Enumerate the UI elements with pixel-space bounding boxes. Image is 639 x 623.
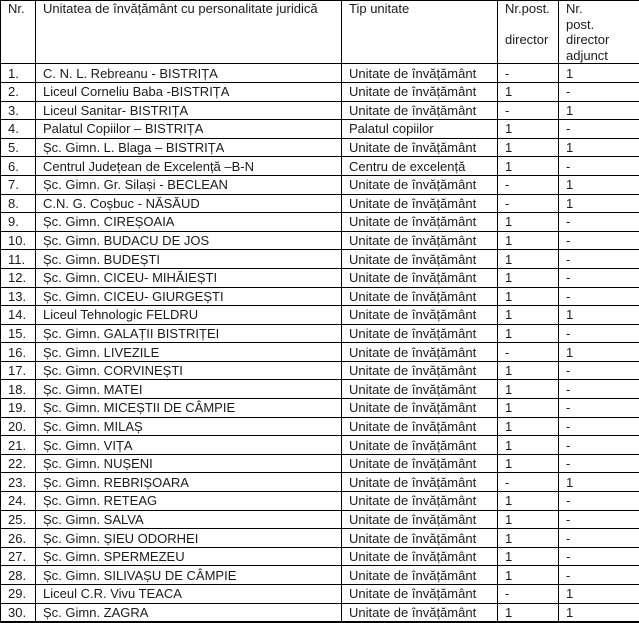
cell-nr: 12.	[1, 268, 36, 287]
cell-unit-name: Șc. Gimn. BUDEȘTI	[36, 250, 342, 269]
cell-unit-name: Liceul C.R. Vivu TEACA	[36, 585, 342, 604]
cell-unit-type: Unitate de învățământ	[342, 324, 498, 343]
cell-director-posts: -	[498, 585, 559, 604]
cell-unit-name: C.N. G. Coșbuc - NĂSĂUD	[36, 194, 342, 213]
cell-unit-name: Șc. Gimn. CIREȘOAIA	[36, 213, 342, 232]
col-header-deputy-director-posts-label: Nr. post. director adjunct	[566, 1, 638, 63]
cell-director-posts: 1	[498, 492, 559, 511]
cell-director-posts: 1	[498, 566, 559, 585]
table-row	[1, 343, 639, 362]
cell-deputy-director-posts: 1	[559, 138, 639, 157]
table-row	[1, 510, 639, 529]
cell-nr: 11.	[1, 250, 36, 269]
cell-unit-type: Unitate de învățământ	[342, 250, 498, 269]
cell-deputy-director-posts: -	[559, 566, 639, 585]
cell-nr: 23.	[1, 473, 36, 492]
cell-nr: 30.	[1, 603, 36, 622]
cell-nr: 6.	[1, 157, 36, 176]
table-row	[1, 547, 639, 566]
cell-unit-type: Unitate de învățământ	[342, 101, 498, 120]
cell-nr: 2.	[1, 82, 36, 101]
cell-deputy-director-posts: -	[559, 510, 639, 529]
cell-nr: 28.	[1, 566, 36, 585]
cell-unit-type: Unitate de învățământ	[342, 343, 498, 362]
table-row	[1, 268, 639, 287]
cell-nr: 20.	[1, 417, 36, 436]
cell-deputy-director-posts: -	[559, 436, 639, 455]
cell-unit-name: Șc. Gimn. CICEU- MIHĂIEȘTI	[36, 268, 342, 287]
cell-director-posts: 1	[498, 324, 559, 343]
cell-deputy-director-posts: 1	[559, 585, 639, 604]
table-row	[1, 306, 639, 325]
cell-deputy-director-posts: -	[559, 454, 639, 473]
table-row	[1, 492, 639, 511]
cell-deputy-director-posts: 1	[559, 64, 639, 83]
cell-deputy-director-posts: 1	[559, 603, 639, 622]
cell-deputy-director-posts: 1	[559, 101, 639, 120]
cell-nr: 5.	[1, 138, 36, 157]
cell-nr: 21.	[1, 436, 36, 455]
table-row	[1, 64, 639, 83]
table-row	[1, 399, 639, 418]
cell-nr: 24.	[1, 492, 36, 511]
cell-nr: 1.	[1, 64, 36, 83]
cell-director-posts: 1	[498, 138, 559, 157]
cell-nr: 13.	[1, 287, 36, 306]
cell-nr: 10.	[1, 231, 36, 250]
cell-deputy-director-posts: -	[559, 380, 639, 399]
cell-deputy-director-posts: -	[559, 82, 639, 101]
table-row	[1, 380, 639, 399]
cell-nr: 29.	[1, 585, 36, 604]
cell-unit-name: Șc. Gimn. L. Blaga – BISTRIȚA	[36, 138, 342, 157]
cell-deputy-director-posts: -	[559, 399, 639, 418]
cell-director-posts: 1	[498, 287, 559, 306]
table-row	[1, 213, 639, 232]
cell-unit-type: Unitate de învățământ	[342, 175, 498, 194]
cell-unit-type: Unitate de învățământ	[342, 82, 498, 101]
cell-director-posts: 1	[498, 529, 559, 548]
table-row	[1, 585, 639, 604]
cell-director-posts: -	[498, 175, 559, 194]
cell-nr: 3.	[1, 101, 36, 120]
col-header-director-posts-label: Nr.post. director	[505, 1, 554, 48]
table-row	[1, 529, 639, 548]
table-row	[1, 101, 639, 120]
cell-unit-type: Unitate de învățământ	[342, 64, 498, 83]
cell-unit-type: Unitate de învățământ	[342, 268, 498, 287]
cell-director-posts: 1	[498, 436, 559, 455]
col-header-unit-type-label: Tip unitate	[349, 1, 409, 16]
cell-nr: 25.	[1, 510, 36, 529]
col-header-director-posts	[498, 1, 559, 64]
cell-director-posts: -	[498, 343, 559, 362]
cell-unit-name: Șc. Gimn. MICEȘTII DE CÂMPIE	[36, 399, 342, 418]
cell-nr: 17.	[1, 361, 36, 380]
cell-unit-name: Centrul Județean de Excelență –B-N	[36, 157, 342, 176]
table-row	[1, 250, 639, 269]
cell-unit-name: Șc. Gimn. REBRIȘOARA	[36, 473, 342, 492]
cell-unit-type: Unitate de învățământ	[342, 436, 498, 455]
cell-director-posts: 1	[498, 547, 559, 566]
cell-unit-type: Unitate de învățământ	[342, 529, 498, 548]
cell-unit-type: Unitate de învățământ	[342, 399, 498, 418]
cell-director-posts: 1	[498, 157, 559, 176]
cell-unit-name: Șc. Gimn. GALAȚII BISTRIȚEI	[36, 324, 342, 343]
cell-nr: 27.	[1, 547, 36, 566]
cell-unit-name: Șc. Gimn. CORVINEȘTI	[36, 361, 342, 380]
cell-director-posts: 1	[498, 603, 559, 622]
cell-deputy-director-posts: 1	[559, 306, 639, 325]
cell-deputy-director-posts: -	[559, 213, 639, 232]
cell-unit-type: Unitate de învățământ	[342, 566, 498, 585]
cell-director-posts: 1	[498, 361, 559, 380]
cell-unit-name: Șc. Gimn. SILIVAȘU DE CÂMPIE	[36, 566, 342, 585]
cell-deputy-director-posts: -	[559, 250, 639, 269]
cell-unit-name: C. N. L. Rebreanu - BISTRIȚA	[36, 64, 342, 83]
cell-unit-name: Liceul Sanitar- BISTRIȚA	[36, 101, 342, 120]
table-row	[1, 157, 639, 176]
cell-unit-name: Liceul Tehnologic FELDRU	[36, 306, 342, 325]
cell-unit-type: Unitate de învățământ	[342, 306, 498, 325]
cell-unit-type: Unitate de învățământ	[342, 603, 498, 622]
cell-unit-type: Palatul copiilor	[342, 120, 498, 139]
cell-nr: 14.	[1, 306, 36, 325]
cell-deputy-director-posts: 1	[559, 473, 639, 492]
cell-nr: 16.	[1, 343, 36, 362]
cell-deputy-director-posts: -	[559, 492, 639, 511]
cell-unit-name: Șc. Gimn. ZAGRA	[36, 603, 342, 622]
table-row	[1, 473, 639, 492]
cell-unit-name: Șc. Gimn. ȘIEU ODORHEI	[36, 529, 342, 548]
cell-unit-name: Șc. Gimn. NUȘENI	[36, 454, 342, 473]
cell-nr: 22.	[1, 454, 36, 473]
cell-deputy-director-posts: -	[559, 547, 639, 566]
cell-nr: 19.	[1, 399, 36, 418]
cell-deputy-director-posts: -	[559, 361, 639, 380]
cell-unit-type: Unitate de învățământ	[342, 417, 498, 436]
cell-unit-name: Șc. Gimn. LIVEZILE	[36, 343, 342, 362]
cell-unit-name: Șc. Gimn. CICEU- GIURGEȘTI	[36, 287, 342, 306]
cell-director-posts: 1	[498, 268, 559, 287]
header-row	[1, 1, 639, 64]
cell-nr: 26.	[1, 529, 36, 548]
cell-deputy-director-posts: -	[559, 324, 639, 343]
cell-deputy-director-posts: -	[559, 231, 639, 250]
cell-unit-type: Unitate de învățământ	[342, 380, 498, 399]
cell-unit-name: Palatul Copiilor – BISTRIȚA	[36, 120, 342, 139]
cell-unit-name: Șc. Gimn. MILAȘ	[36, 417, 342, 436]
cell-director-posts: 1	[498, 250, 559, 269]
cell-deputy-director-posts: 1	[559, 343, 639, 362]
table-row	[1, 454, 639, 473]
col-header-nr-label: Nr.	[8, 1, 25, 16]
col-header-unit-name-label: Unitatea de învățământ cu personalitate juridică	[43, 1, 318, 16]
cell-unit-name: Șc. Gimn. SPERMEZEU	[36, 547, 342, 566]
cell-deputy-director-posts: -	[559, 287, 639, 306]
cell-deputy-director-posts: 1	[559, 175, 639, 194]
table-row	[1, 82, 639, 101]
cell-director-posts: 1	[498, 510, 559, 529]
cell-director-posts: 1	[498, 82, 559, 101]
table-row	[1, 231, 639, 250]
cell-unit-type: Unitate de învățământ	[342, 547, 498, 566]
cell-director-posts: 1	[498, 231, 559, 250]
cell-unit-type: Unitate de învățământ	[342, 473, 498, 492]
col-header-nr	[1, 1, 36, 64]
cell-unit-type: Unitate de învățământ	[342, 231, 498, 250]
cell-director-posts: 1	[498, 417, 559, 436]
cell-unit-name: Șc. Gimn. BUDACU DE JOS	[36, 231, 342, 250]
cell-unit-name: Șc. Gimn. SALVA	[36, 510, 342, 529]
cell-deputy-director-posts: -	[559, 417, 639, 436]
cell-deputy-director-posts: -	[559, 120, 639, 139]
cell-nr: 9.	[1, 213, 36, 232]
table-body	[1, 64, 639, 622]
table-row	[1, 194, 639, 213]
cell-director-posts: -	[498, 194, 559, 213]
cell-director-posts: 1	[498, 380, 559, 399]
cell-unit-name: Șc. Gimn. VIȚA	[36, 436, 342, 455]
table-row	[1, 566, 639, 585]
table-header	[1, 1, 639, 64]
cell-nr: 15.	[1, 324, 36, 343]
cell-unit-type: Unitate de învățământ	[342, 492, 498, 511]
col-header-unit-type	[342, 1, 498, 64]
cell-director-posts: -	[498, 64, 559, 83]
cell-director-posts: 1	[498, 213, 559, 232]
cell-director-posts: -	[498, 473, 559, 492]
cell-unit-name: Șc. Gimn. RETEAG	[36, 492, 342, 511]
table-row	[1, 436, 639, 455]
table-row	[1, 417, 639, 436]
table-row	[1, 603, 639, 622]
cell-unit-type: Unitate de învățământ	[342, 138, 498, 157]
table-row	[1, 175, 639, 194]
cell-director-posts: 1	[498, 399, 559, 418]
cell-deputy-director-posts: -	[559, 529, 639, 548]
cell-unit-name: Șc. Gimn. Gr. Silași - BECLEAN	[36, 175, 342, 194]
cell-director-posts: -	[498, 101, 559, 120]
col-header-unit-name	[36, 1, 342, 64]
cell-unit-type: Centru de excelență	[342, 157, 498, 176]
table-row	[1, 120, 639, 139]
cell-unit-name: Șc. Gimn. MATEI	[36, 380, 342, 399]
cell-unit-type: Unitate de învățământ	[342, 213, 498, 232]
cell-unit-name: Liceul Corneliu Baba -BISTRIȚA	[36, 82, 342, 101]
cell-deputy-director-posts: -	[559, 157, 639, 176]
cell-director-posts: 1	[498, 306, 559, 325]
table-row	[1, 138, 639, 157]
cell-unit-type: Unitate de învățământ	[342, 454, 498, 473]
cell-director-posts: 1	[498, 120, 559, 139]
cell-director-posts: 1	[498, 454, 559, 473]
cell-unit-type: Unitate de învățământ	[342, 585, 498, 604]
cell-unit-type: Unitate de învățământ	[342, 194, 498, 213]
table-row	[1, 287, 639, 306]
cell-unit-type: Unitate de învățământ	[342, 361, 498, 380]
table-row	[1, 324, 639, 343]
cell-deputy-director-posts: 1	[559, 194, 639, 213]
cell-deputy-director-posts: -	[559, 268, 639, 287]
cell-nr: 18.	[1, 380, 36, 399]
cell-nr: 8.	[1, 194, 36, 213]
cell-unit-type: Unitate de învățământ	[342, 510, 498, 529]
table-row	[1, 361, 639, 380]
cell-unit-type: Unitate de învățământ	[342, 287, 498, 306]
cell-nr: 4.	[1, 120, 36, 139]
col-header-deputy-director-posts	[559, 1, 639, 64]
cell-nr: 7.	[1, 175, 36, 194]
